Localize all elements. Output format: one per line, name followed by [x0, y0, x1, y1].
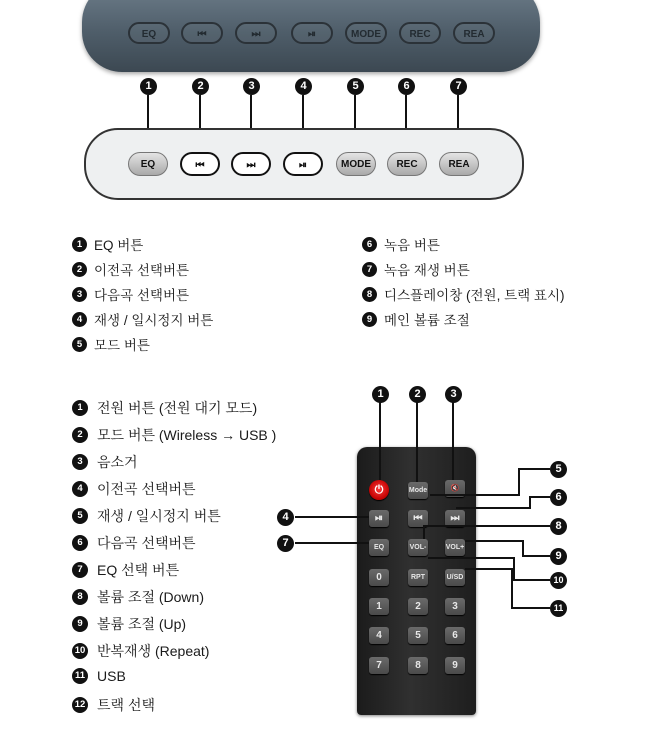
panel-callout-4: 4 — [295, 78, 312, 95]
legend-number: 9 — [72, 616, 88, 632]
legend-number: 7 — [72, 562, 88, 578]
legend-text: 음소거 — [97, 454, 138, 470]
legend-number: 1 — [72, 400, 88, 416]
legend-number: 3 — [72, 287, 87, 302]
legend-number: 5 — [72, 508, 88, 524]
legend-number: 9 — [362, 312, 377, 327]
legend-number: 11 — [72, 668, 88, 684]
remote-callout-10: 10 — [550, 572, 567, 589]
panel-callout-5: 5 — [347, 78, 364, 95]
legend-text: 녹음 재생 버튼 — [384, 263, 470, 278]
remote-power-key: ⏻ — [369, 480, 389, 500]
legend-number: 8 — [72, 589, 88, 605]
legend-text: 메인 볼륨 조절 — [384, 313, 470, 328]
legend-text: 다음곡 선택버튼 — [94, 288, 190, 303]
legend-number: 1 — [72, 237, 87, 252]
remote-digit-2-key: 2 — [408, 598, 428, 615]
device-rec-button: REC — [399, 22, 441, 44]
legend-number: 4 — [72, 481, 88, 497]
remote-digit-3-key: 3 — [445, 598, 465, 615]
legend-number: 10 — [72, 643, 88, 659]
remote-vol-up-key: VOL+ — [445, 539, 465, 556]
remote-mute-key: 🔇 — [445, 480, 465, 497]
panel-eq-button: EQ — [128, 152, 168, 176]
remote-callout-4: 4 — [277, 509, 294, 526]
device-play-button: ⏯ — [291, 22, 333, 44]
legend-number: 6 — [362, 237, 377, 252]
legend-text: 전원 버튼 (전원 대기 모드) — [97, 400, 258, 416]
panel-mode-button: MODE — [336, 152, 376, 176]
remote-mode-key: Mode — [408, 482, 428, 499]
device-rea-button: REA — [453, 22, 495, 44]
legend-text: 디스플레이창 (전원, 트랙 표시) — [384, 288, 565, 303]
remote-digit-7-key: 7 — [369, 657, 389, 674]
remote-digit-4-key: 4 — [369, 627, 389, 644]
legend-number: 3 — [72, 454, 88, 470]
remote-callout-3: 3 — [445, 386, 462, 403]
legend-number: 6 — [72, 535, 88, 551]
panel-callout-6: 6 — [398, 78, 415, 95]
device-eq-button: EQ — [128, 22, 170, 44]
panel-rea-button: REA — [439, 152, 479, 176]
panel-next-button: ⏭ — [231, 152, 271, 176]
remote-callout-7: 7 — [277, 535, 294, 552]
remote-callout-2: 2 — [409, 386, 426, 403]
remote-digit-6-key: 6 — [445, 627, 465, 644]
legend-number: 12 — [72, 697, 88, 713]
legend-text: 반복재생 (Repeat) — [97, 643, 210, 659]
legend-text: 이전곡 선택버튼 — [94, 263, 190, 278]
legend-text: EQ 선택 버튼 — [97, 562, 180, 578]
panel-callout-3: 3 — [243, 78, 260, 95]
remote-callout-5: 5 — [550, 461, 567, 478]
remote-digit-1-key: 1 — [369, 598, 389, 615]
panel-callout-2: 2 — [192, 78, 209, 95]
panel-prev-button: ⏮ — [180, 152, 220, 176]
remote-callout-8: 8 — [550, 518, 567, 535]
legend-text: 이전곡 선택버튼 — [97, 481, 196, 497]
legend-text: 모드 버튼 (Wireless → USB ) — [97, 427, 277, 443]
remote-callout-9: 9 — [550, 548, 567, 565]
remote-callout-6: 6 — [550, 489, 567, 506]
legend-number: 8 — [362, 287, 377, 302]
legend-number: 5 — [72, 337, 87, 352]
panel-callout-1: 1 — [140, 78, 157, 95]
legend-text: EQ 버튼 — [94, 238, 144, 253]
panel-rec-button: REC — [387, 152, 427, 176]
legend-number: 4 — [72, 312, 87, 327]
remote-callout-11: 11 — [550, 600, 567, 617]
panel-play-button: ⏯ — [283, 152, 323, 176]
remote-digit-8-key: 8 — [408, 657, 428, 674]
remote-usb-sd-key: U/SD — [445, 569, 465, 586]
legend-text: 재생 / 일시정지 버튼 — [94, 313, 214, 328]
remote-eq-key: EQ — [369, 539, 389, 556]
device-mode-button: MODE — [345, 22, 387, 44]
remote-vol-down-key: VOL- — [408, 539, 428, 556]
remote-digit-0-key: 0 — [369, 569, 389, 586]
device-next-button: ⏭ — [235, 22, 277, 44]
legend-number: 7 — [362, 262, 377, 277]
device-prev-button: ⏮ — [181, 22, 223, 44]
panel-callout-7: 7 — [450, 78, 467, 95]
remote-callout-1: 1 — [372, 386, 389, 403]
legend-text: 재생 / 일시정지 버튼 — [97, 508, 221, 524]
legend-number: 2 — [72, 427, 88, 443]
legend-text: 녹음 버튼 — [384, 238, 440, 253]
remote-rpt-key: RPT — [408, 569, 428, 586]
legend-text: 모드 버튼 — [94, 338, 150, 353]
remote-play-key: ⏯ — [369, 510, 389, 527]
remote-digit-5-key: 5 — [408, 627, 428, 644]
legend-number: 2 — [72, 262, 87, 277]
remote-prev-key: ⏮ — [408, 510, 428, 527]
remote-next-key: ⏭ — [445, 510, 465, 527]
legend-text: USB — [97, 668, 126, 684]
remote-digit-9-key: 9 — [445, 657, 465, 674]
legend-text: 볼륨 조절 (Down) — [97, 589, 204, 605]
legend-text: 볼륨 조절 (Up) — [97, 616, 187, 632]
legend-text: 트랙 선택 — [97, 697, 155, 713]
legend-text: 다음곡 선택버튼 — [97, 535, 196, 551]
